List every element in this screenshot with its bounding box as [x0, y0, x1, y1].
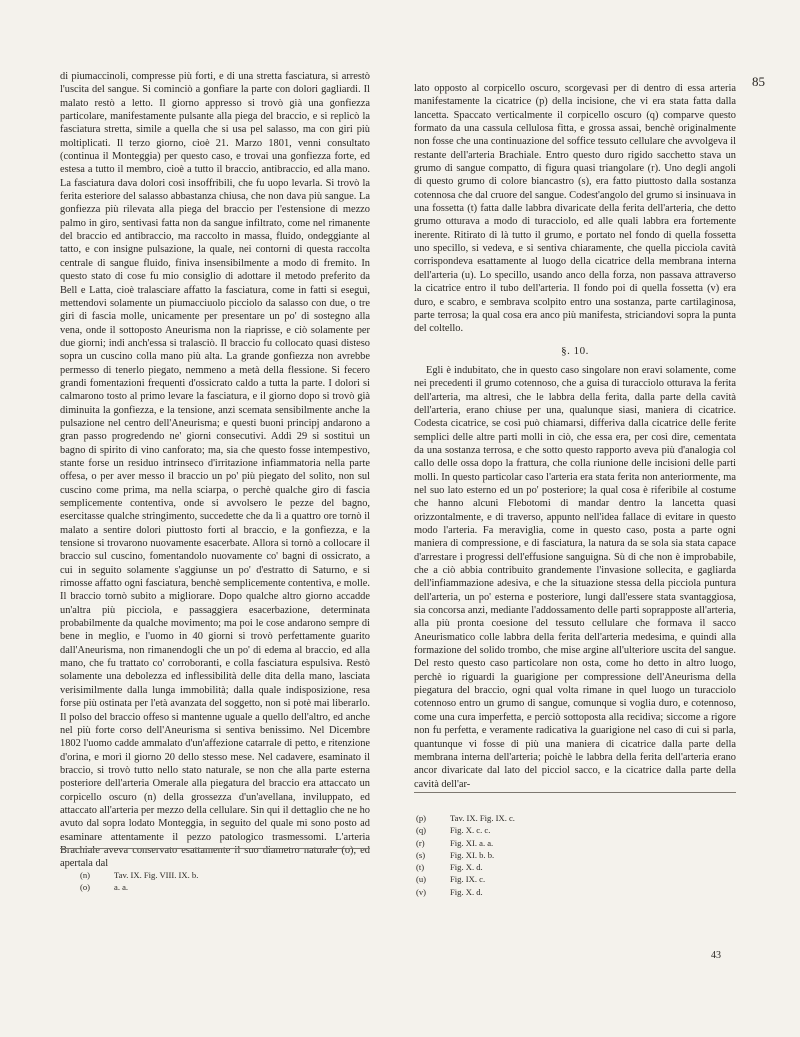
footnote-ref: (u) [416, 874, 427, 885]
footnotes-right [416, 812, 515, 898]
footnote-ref: (v) [416, 886, 427, 897]
footnote [416, 886, 515, 898]
footnote [80, 869, 198, 881]
footnote-text: Tav. IX. Fig. IX. c. [450, 813, 515, 823]
footnote-text: Fig. X. c. c. [450, 825, 491, 836]
footnote [80, 881, 198, 893]
signature-mark: 43 [711, 950, 721, 961]
footnote-ref: (t) [416, 862, 425, 873]
footnote-text: Tav. IX. Fig. VIII. IX. b. [114, 870, 199, 880]
right-paragraph-1: lato opposto al corpicello oscuro, scorgevasi per di dentro di essa arteria manifestamente la cicatrice (p) della incisione, che vi era stata fatta dalla lancetta. Spaccato verticalmente il corpicello oscuro (q) comparve questo formato da una cassula cellulosa fitta, e grossa assai, benchè originalmente non fosse che una continuazione del soffice tessuto cellulare che avvolgeva il restante dell'arteria Brachiale. Entro questo duro rigido sacchetto stava un grumo di sangue compatto, di figura quasi triangolare (r). Uno degli angoli di questo grumo di colore biancastro (s), era fatto piuttosto dalla sostanza cotennosa che dal cruore del sangue. Codest'angolo del grumo si insinuava in una fossetta (t) fatta dalle labbra divaricate della ferita dell'arteria, che detto grumo otturava a modo di turacciolo, ed alle quali labbra era fortemente inerente. Ritirato di là tutto il grumo, e portato nel fondo di quella fossetta uno specillo, si vedeva, e si sentiva chiaramente, che quella picciola cavità corrispondeva esattamente al luogo della cicatrice della membrana interna dell'arteria (u). Lo specillo, usando anco della forza, non passava attraverso la cicatrice entro il tubo dell'arteria. Il fondo poi di quella fossetta (v) era duro, e scabro, e sembrava scolpito entro una sostanza, parte cartilaginosa, parte terrosa; la qual cosa era anco più manifesta, striciandovi sopra la punta del coltello. [414, 83, 736, 335]
footnote-text: Fig. XI. b. b. [450, 849, 495, 860]
footnote-ref: (q) [416, 825, 427, 836]
footnote-ref: (n) [80, 870, 91, 880]
left-column [60, 70, 370, 871]
footnote [416, 849, 515, 861]
footnote [416, 812, 515, 824]
footnote [416, 824, 515, 836]
page-number: 85 [752, 74, 765, 89]
footnote-text: Fig. XI. a. a. [450, 837, 494, 848]
footnote [416, 837, 515, 849]
footnote [416, 873, 515, 885]
footnote-ref: (o) [80, 882, 91, 893]
footnote-ref: (r) [416, 837, 425, 848]
footnote-ref: (s) [416, 849, 426, 860]
footnote-divider-left [60, 848, 370, 849]
footnote-text: Fig. IX. c. [450, 874, 486, 885]
footnote-text: Fig. X. d. [450, 862, 483, 873]
footnote-ref: (p) [416, 813, 427, 823]
footnotes-left [80, 869, 198, 894]
footnote-text: a. a. [114, 882, 129, 893]
right-column [414, 82, 736, 791]
footnote-divider-right [414, 792, 736, 793]
section-heading: §. 10. [561, 344, 589, 357]
left-paragraph: di piumaccinoli, compresse più forti, e di una stretta fasciatura, si arrestò l'uscita del sangue. Si cominciò a gonfiare la parte con dolori gagliardi. Il malato restò a letto. Il giorno appresso si trovò già una gonfiezza particolare, manifestamente pulsante alla piega del braccio, e si replicò la fasciatura stretta, simile a quella che si usa pel salasso, ma con giri più moltiplicati. Il terzo giorno, cioè 21. Marzo 1801, venni consultato (continua il Monteggia) per questo caso, e trovai una gonfiezza forte, ed estesa a tutto il membro, cioè a tutto il braccio, antibraccio, ed alla mano. La fasciatura dava dolori così insoffribili, che fu uopo levarla. Si trovò la ferita esteriore del salasso abbastanza chiusa, che non dava più sangue. La gonfiezza più rilevata alla piega del braccio per l'estensione di mezzo palmo in giro, sentivasi fatta non da sangue infiltrato, come nel rimanente del braccio ed antibraccio, ma raccolto in massa, fluido, ondeggiante al tatto, e con insigne pulsazione, la quale, nei contorni di questa raccolta centrale di sangue fluido, finiva insensibilmente a modo di fremito. In questo stato di cose fu mio consiglio di adottare il metodo preferito da Bell e Latta, cioè tralasciare affatto la fasciatura, come in fatti si eseguì, mettendovi solamente un piumacciuolo picciolo da salasso con due, o tre giri di fascia molle, unicamente per presentare un po' di sostegno alla vena, onde il sottoposto Aneurisma non la riaprisse, e ciò solamente per due giorni; indi anch'essa si tralasciò. Il braccio fu collocato quasi disteso sopra un cuscino colla mano più alta. La grande gonfiezza non avrebbe permesso di tenerlo piegato, nemmeno a metà della flessione. Si fecero grandi fomentazioni frequenti d'ossicrato caldo a tutta la parte. I dolori si calmarono tosto al primo levare la fasciatura, e il giorno dopo si trovò già diminuita la gonfiezza, e la tensione, anzi scemata sensibilmente anche la pulsazione nel centro dell'Aneurisma; e questi buoni principj andarono a gran passo progredendo ne' giorni consecutivi. Addì 29 si sostituì un bagno di spirito di vino canforato; ma, sia che questo fosse intempestivo, stante forse un residuo intrinseco d'irritazione infiammatoria nella parte offesa, o per aver messo il braccio un po' più piegato del solito, non sul cuscino come prima, ma nella sciarpa, o perchè qualche giro di fascia semplicemente contentiva, onde si avvolsero le pezze del bagno, esercitasse qualche stringimento, succedette che da lì a quattro ore tornò il malato a sentire dolori piuttosto forti al braccio, e la gonfiezza, e la tensione si trovarono nuovamente esacerbate. Allora si tornò a collocare il braccio sul cuscino, fomentandolo nuovamente co' bagni di ossicrato, a cui in seguito solamente s'aggiunse un po' d'estratto di Saturno, e si rimosse affatto ogni fasciatura, benchè semplicemente contentiva, e molle. Il braccio tornò subito a migliorare. Dopo qualche altro giorno accadde un'altra più picciola, e passaggiera esacerbazione, determinata probabilmente da qualche movimento; ma poi le cose andarono sempre di bene in meglio, e l'uomo in 40 giorni si trovò perfettamente guarito dall'Aneurisma, non rimanendogli che un po' di edema al braccio, ed alla mano, che fu trattato co' corroboranti, e colla fasciatura espulsiva. Restò solamente una debolezza ed inflessibilità delle dita della mano, lasciata verisimilmente dalla lunga immobilità; dalla quale indisposizione, resa forse più ostinata per l'età avanzata del soggetto, non si potè mai liberarlo. Il polso del braccio offeso si mantenne uguale a quello dell'altro, ed anche nel più forte corso dell'Aneurisma si sentiva benissimo. Nel Dicembre 1802 l'uomo cadde ammalato d'un'affezione catarrale di petto, e ritenzione d'orina, e morì il giorno 20 dello stesso mese. Nel cadavere, esaminato il braccio, si trovò tutto nello stato naturale, se non che alla parte esterna posteriore dell'arteria Omerale alla piegatura del braccio era attaccato un corpicello oscuro (n) della grossezza d'un'avellana, inviluppato, ed attaccato all'arteria per mezzo della cellulare. Sin qui il dettaglio che ne ho avuto dal sopra lodato Monteggia, in seguito del quale mi sono posto ad esaminare attentamente il pezzo patologico trasmessomi. L'arteria Brachiale aveva conservato esattamente il suo diametro naturale (o), ed apertala dal [60, 71, 370, 870]
footnote-text: Fig. X. d. [450, 886, 483, 897]
right-paragraph-2: Egli è indubitato, che in questo caso singolare non eravi solamente, come nei precedenti il grumo cotennoso, che a guisa di turacciolo otturava la ferita dell'arteria, ma altresì, che le labbra della ferita, dalla parte della cavità dell'arteria, erano chiuse per una, qualunque siasi, maniera di cicatrice. Codesta cicatrice, se così può chiamarsi, differiva dalla cicatrice delle ferite semplici delle altre parti molli in ciò, che essa era, per così dire, cementata da una sostanza terrosa, e che sotto questo rapporto aveva più d'analogia col callo delle ossa dopo la frattura, che colla riunione delle incisioni delle parti molli. In questo particolar caso l'arteria era stata ferita non anteriormente, ma nel suo lato esterno ed un po' posteriore; la qual cosa è riferibile al costume che hanno alcuni Flebotomi di mandar dentro la lancetta quasi orizzontalmente, e di traverso, appunto nell'idea fallace di evitare in questo modo l'arteria. Fa meraviglia, come in questo caso, posta a parte ogni maniera di compressione, e di fasciatura, la natura da se sola sia stata capace d'arrestare i progressi dell'effusione sanguigna. Sù di che non è improbabile, che a ciò abbia contribuito grandemente l'invasione sollecita, e gagliarda dell'infiammazione adesiva, e che la situazione stessa della picciola puntura dell'arteria, un po' esterna e posteriore, lungi dall'essere stata svantaggiosa, sia concorsa anzi, mediante l'addossamento delle parti soprapposte all'arteria, alla più pronta coesione del tessuto cellulare che formava il sacco Aneurismatico colle labbra della ferita dell'arteria medesima, e quindi alla formazione del solido trombo, che mise argine all'ulteriore uscita del sangue. Del resto questo caso particolare non osta, come ho detto in altro luogo, perchè io riguardi la guarigione per compressione dell'Aneurisma della piegatura del braccio, ogni qual volta rimane in quel luogo un turacciolo cotennoso entro un grumo di sangue, comunque si voglia duro, e cotennoso, come una cura imperfetta, e perciò sottoposta alla recidiva; siccome a rigore non fu perfetta, e veramente radicativa la guarigione nel caso di cui si parla, quantunque vi fosse di più una maniera di cicatrice dalla parte della membrana interna dell'arteria; poichè le labbra della ferita dell'arteria erano ancor divaricate dal lato del picciol sacco, e la cicatrice dalla parte della cavità dell'ar- [414, 364, 736, 790]
footnote [416, 861, 515, 873]
